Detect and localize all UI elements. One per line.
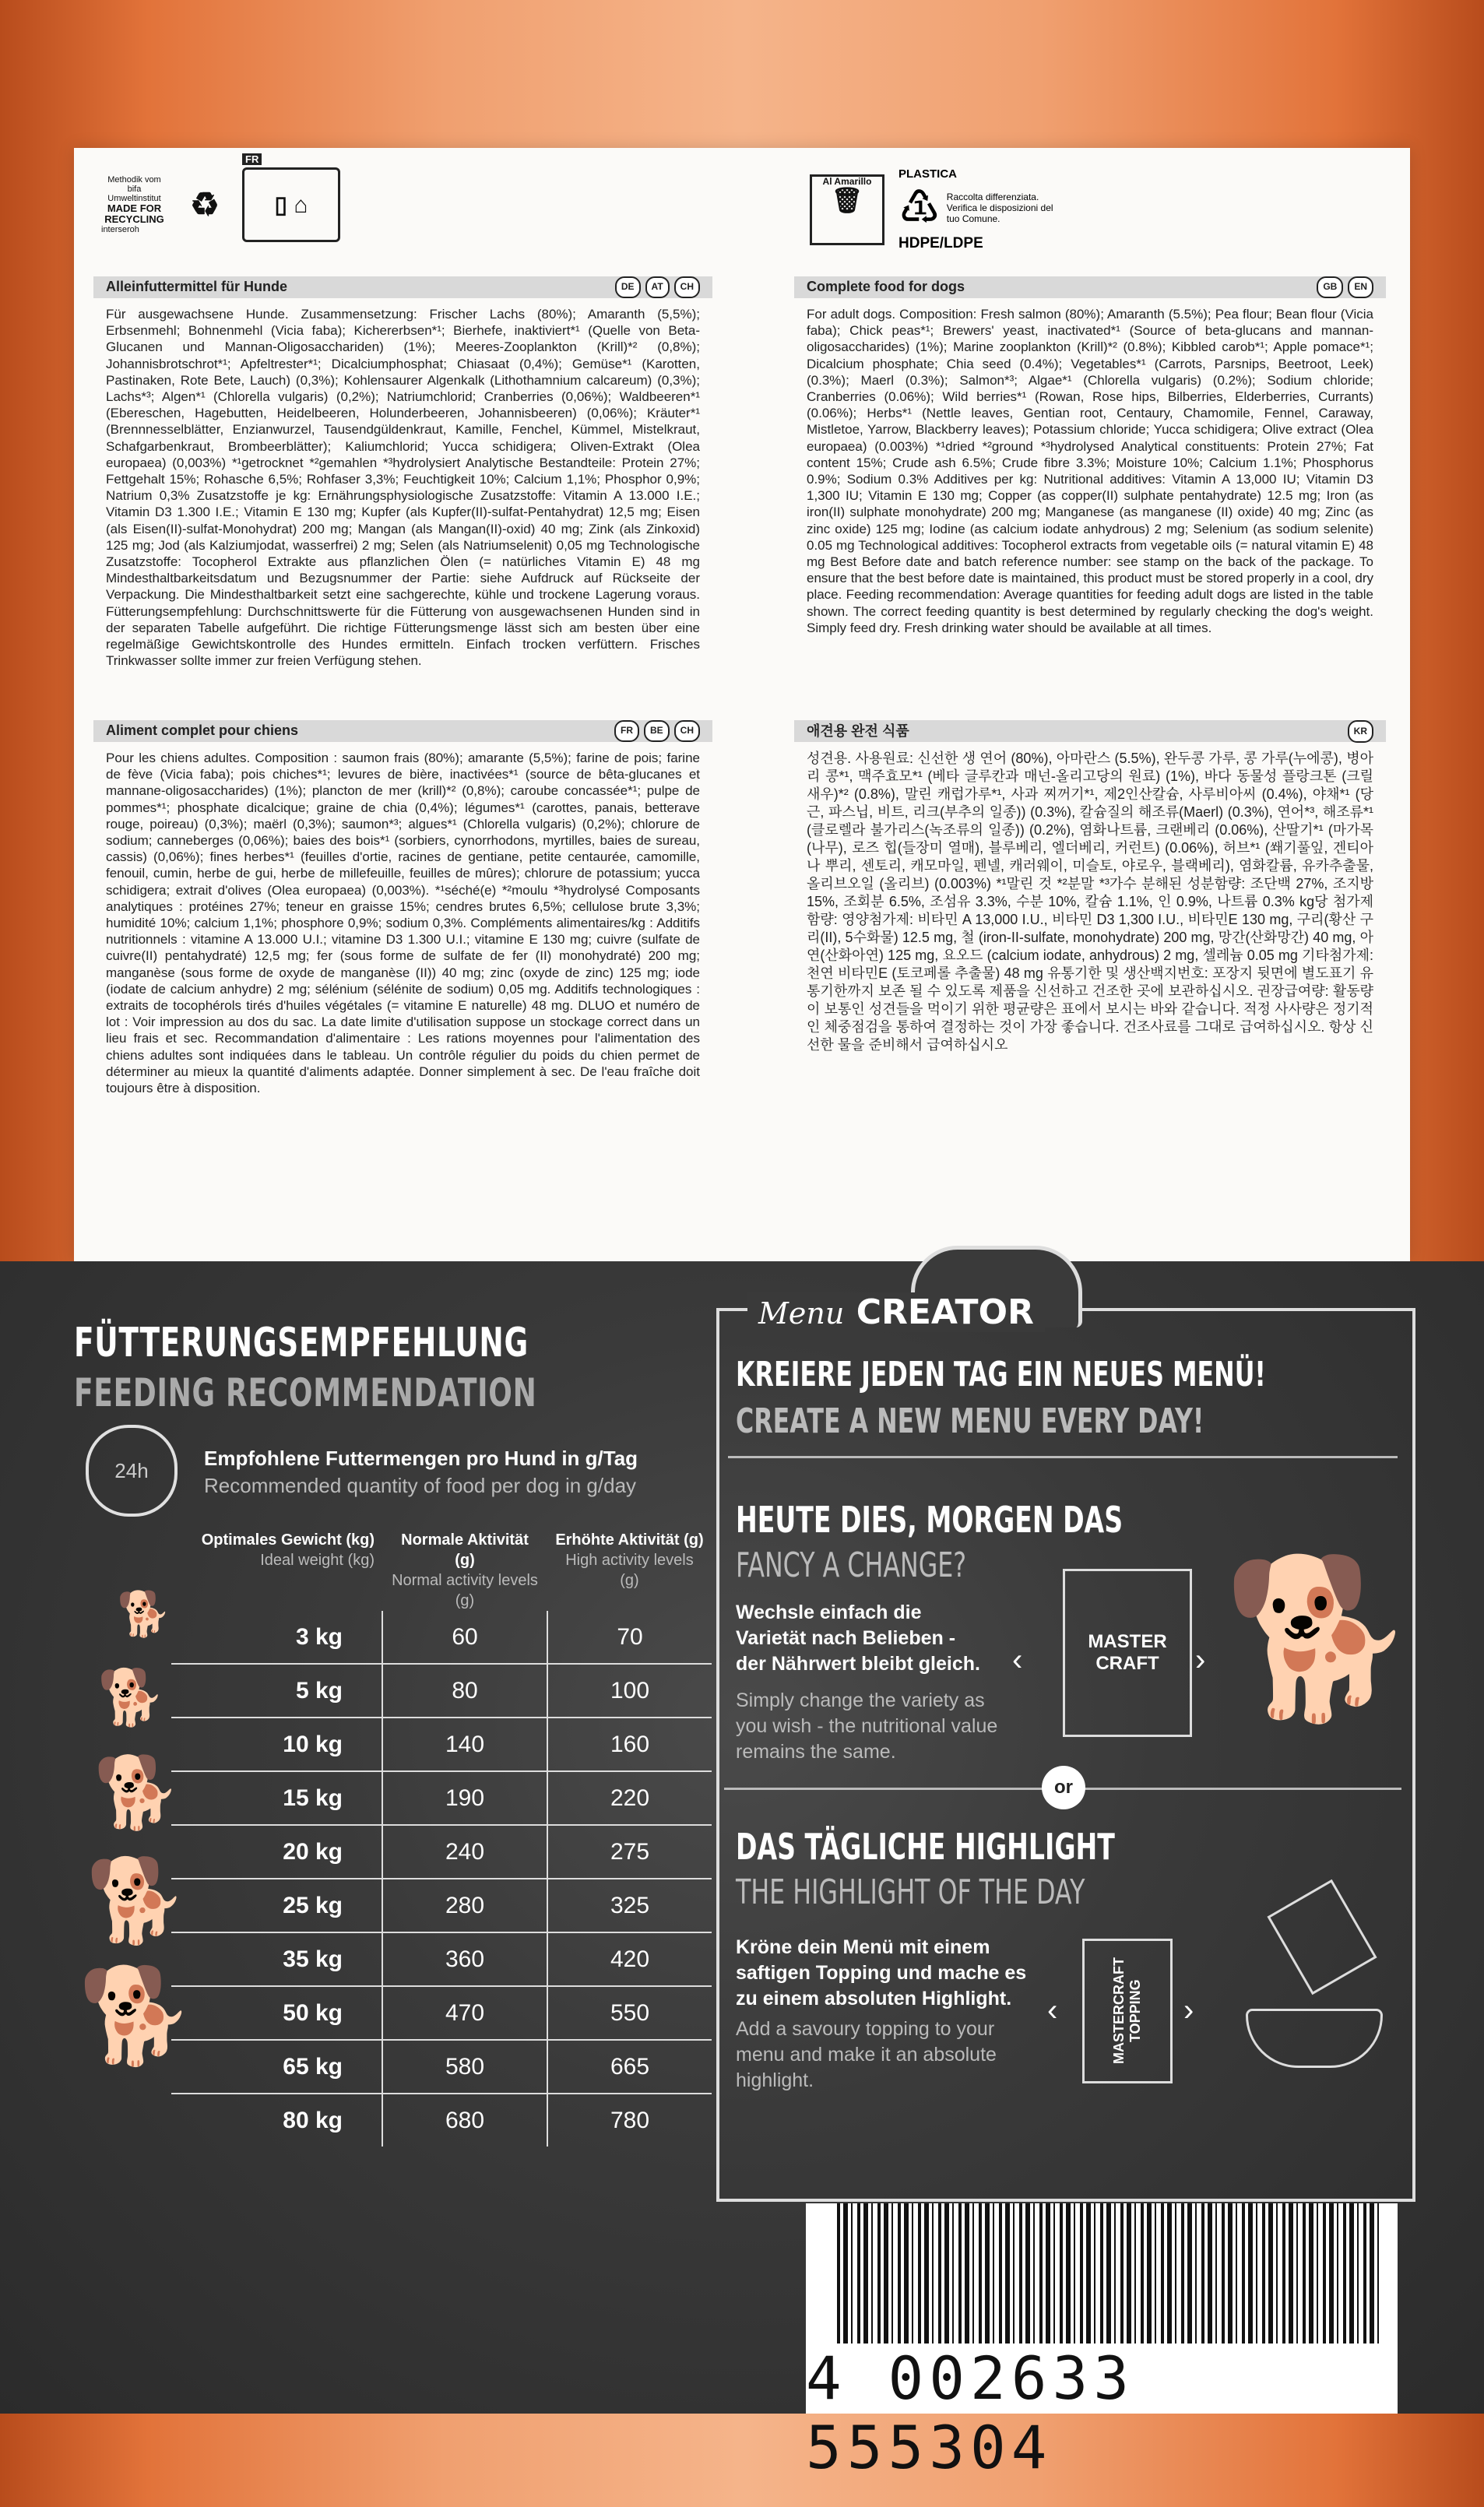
recycle-triangle-icon: ♳ [898,181,941,234]
table-row [171,1932,712,1986]
weight-cell: 25 kg [171,1879,382,1932]
weight-cell: 15 kg [171,1771,382,1825]
badges-fr [614,720,700,741]
menu-headline-de: KREIERE JEDEN TAG EIN NEUES MENÜ! [736,1355,1266,1394]
text-block-kr [794,720,1386,1054]
badges-kr [1348,720,1373,743]
arrow-right-icon: › [1183,1993,1194,2027]
high-cell: 665 [547,2040,712,2094]
al-amarillo-icon: Al Amarillo 🗑 [810,174,884,245]
text-block-de [93,276,712,669]
text-block-en [794,276,1386,636]
normal-cell: 280 [382,1879,547,1932]
normal-cell: 680 [382,2094,547,2147]
badge: DE [615,276,641,297]
weight-cell: 5 kg [171,1664,382,1718]
menu-headline-en: CREATE A NEW MENU EVERY DAY! [736,1401,1204,1441]
section2-body-de: Kröne dein Menü mit einem saftigen Topping und mache es zu einem absoluten Highlight. [736,1936,1027,2009]
badge: CH [674,276,700,297]
weight-cell: 20 kg [171,1825,382,1879]
normal-cell: 80 [382,1664,547,1718]
plastica-label: PLASTICA [898,167,957,181]
normal-cell: 190 [382,1771,547,1825]
weight-cell: 35 kg [171,1932,382,1986]
block-title-fr: Aliment complet pour chiens [106,723,299,739]
table-row [171,1771,712,1825]
feeding-title-en: FEEDING RECOMMENDATION [74,1370,537,1415]
high-cell: 220 [547,1771,712,1825]
block-title-kr: 애견용 완전 식품 [807,723,909,739]
mastercraft-bag-icon [1063,1569,1192,1737]
al-amarillo-label: Al Amarillo [822,176,872,187]
menu-creator-logo [747,1292,1045,1332]
section2-title-en: THE HIGHLIGHT OF THE DAY [736,1872,1085,1912]
block-head-de [93,276,712,298]
normal-cell: 60 [382,1611,547,1664]
table-row [171,2094,712,2147]
table-row [171,1986,712,2040]
table-row [171,1879,712,1932]
bowl-label: 24h [114,1458,149,1482]
fr-label: FR [242,153,262,165]
block-title-en: Complete food for dogs [807,279,965,295]
normal-cell: 580 [382,2040,547,2094]
badge: EN [1348,276,1373,297]
fr-triman-icon [242,153,340,242]
high-cell: 780 [547,2094,712,2147]
dog-icon: 🐕 [86,1855,188,1946]
feeding-table-header [171,1530,712,1611]
high-cell: 325 [547,1879,712,1932]
arrow-right-icon: › [1195,1643,1206,1677]
raccolta-label: Raccolta differenziata. Verifica le disposizioni del tuo Comune. [946,192,1053,224]
recommended-label-en: Recommended quantity of food per dog in g/day [204,1474,637,1497]
table-row [171,1718,712,1771]
block-head-fr [93,720,712,742]
bowl-24h-icon [86,1425,178,1517]
recommended-label-de: Empfohlene Futtermengen pro Hund in g/Tag [204,1447,638,1470]
dog-eating-icon: 🐕 [1222,1552,1417,1725]
logo-script: Menu [758,1296,845,1331]
dog-icon: 🐕 [97,1667,166,1728]
badge: AT [645,276,670,297]
feeding-title-de: FÜTTERUNGSEMPFEHLUNG [74,1320,529,1366]
weight-cell: 3 kg [295,1623,343,1650]
block-body-de: Für ausgewachsene Hunde. Zusammensetzung: Frischer Lachs (80%); Amaranth (5,5%); Erbsenmehl; Bohnenmehl (Vicia faba); Kichererbsen*¹; Bierhefe, inaktiviert*¹ (Quelle von Beta-Glucanen und Mannan-Oligosacchariden) (1%); Meeres-Zooplankton (Krill)*² (0,8%); Johannisbrotschrot*¹; Apfeltrester*¹; Dicalciumphosphat; Chiasaat (0,4%); Gemüse*¹ (Karotten, Pastinaken, Rote Bete, Lauch) (0,3%); Kohlensaurer Algenkalk (Lithothamnium calcareum) (0,3%); Lachs*³; Algen*¹ (Chlorella vulgaris) (0,2%); Natriumchlorid; Cranberries (0,06%); Waldbeeren*¹ (Ebereschen, Hagebutten, Heidelbeeren, Holunderbeeren, Johannisbeeren) (0,06%); Kräuter*¹ (Brennnesselblätter, Enzianwurzel, Tausendgüldenkraut, Kamille, Fenchel, Kümmel, Mistelkraut, Schafgarbenkraut, Brombeerblätter); Kaliumchlorid; Yucca schidigera; Oliven-Extrakt (Olea europaea) (0,003%) *¹getrocknet *²gemahlen *³hydrolysiert Analytische Bestandteile: Protein 27%; Fettgehalt 15%; Rohasche 6,5%; Rohfaser 3,3%; Feuchtigkeit 10%; Calcium 1,1%; Phosphor 0,9%; Natrium 0,3% Zusatzstoffe je kg: Ernährungsphysiologische Zusatzstoffe: Vitamin A 13.000 I.E.; Vitamin D3 1.300 I.E.; Vitamin E 130 mg; Kupfer (als Kupfer(II)-sulfat-Pentahydrat) 12,5 mg; Eisen (als Eisen(II)-sulfat-Monohydrat) 200 mg; Mangan (als Mangan(II)-oxid) 40 mg; Zink (als Zinkoxid) 125 mg; Jod (als Kalziumjodat, wasserfrei) 2 mg; Selen (als Natriumselenit) 0,05 mg Technologische Zusatzstoffe: Tocopherol Extrakte aus pflanzlichen Ölen (= natürliches Vitamin E) 48 mg Mindesthaltbarkeitsdatum und Bezugsnummer der Partie: siehe Aufdruck auf Rückseite der Verpackung. Die Mindesthaltbarkeit setzt eine sachgerechte, kühle und trockene Lagerung voraus. Fütterungsempfehlung: Durchschnittswerte für die Fütterung von ausgewachsenen Hunden sind in der separaten Tabelle aufgeführt. Die richtige Fütterungsmenge lässt sich am besten über eine regelmäßige Gewichtskontrolle des Hundes ermitteln. Einfach trocken verfüttern. Frisches Trinkwasser sollte immer zur freien Verfügung stehen. [106,307,700,669]
section2-body-en: Add a savoury topping to your menu and make it an absolute highlight. [736,2018,997,2091]
recycling-icons-right [810,167,1064,252]
weight-cell: 65 kg [171,2040,382,2094]
weight-cell: 10 kg [171,1718,382,1771]
section1-body-de: Wechsle einfach die Varietät nach Belieben - der Nährwert bleibt gleich. [736,1602,980,1675]
badge: KR [1348,720,1373,743]
arrow-left-icon: ‹ [1047,1993,1058,2027]
interseroh-label: interseroh [101,225,139,235]
block-title-de: Alleinfuttermittel für Hunde [106,279,287,295]
recycling-icons-left [101,153,340,242]
normal-cell: 360 [382,1932,547,1986]
weight-cell: 50 kg [171,1986,382,2040]
col-normal-header: Normale Aktivität (g) Normal activity levels (g) [392,1531,538,1609]
high-cell: 275 [547,1825,712,1879]
topping-label: MASTERCRAFT TOPPING [1111,1957,1143,2065]
high-cell: 100 [547,1664,712,1718]
high-cell: 160 [547,1718,712,1771]
normal-cell: 240 [382,1825,547,1879]
tidyman-icon: ♻ [190,185,220,223]
text-block-fr [93,720,712,1096]
badge: FR [614,720,639,741]
badge: GB [1317,276,1343,297]
badges-en [1317,276,1373,297]
section1-title-en: FANCY A CHANGE? [736,1545,967,1585]
or-badge: or [1042,1766,1085,1809]
high-cell: 70 [547,1611,712,1664]
badges-de [615,276,700,297]
dog-icon: 🐕 [78,1964,195,2068]
methodik-label: Methodik vom bifa Umweltinstitut [107,174,161,203]
normal-cell: 140 [382,1718,547,1771]
arrow-left-icon: ‹ [1012,1643,1023,1677]
section2-title-de: DAS TÄGLICHE HIGHLIGHT [736,1826,1115,1868]
normal-cell: 470 [382,1986,547,2040]
made-for-recycling-label: MADE FOR RECYCLING [104,202,164,226]
block-body-en: For adult dogs. Composition: Fresh salmon (80%); Amaranth (5.5%); Pea flour; Bean flour (Vicia faba); Chick peas*¹; Brewers' yeast, inactivated*¹ (Source of beta-glucans and mannan-oligosaccharides) (1%); Marine zooplankton (Krill)*² (0.8%); Kibbled carob*¹; Apple pomace*¹; Dicalcium phosphate; Chia seed (0.4%); Vegetables*¹ (Carrots, Parsnips, Beetroot, Leek) (0.3%); Maerl (0.3%); Salmon*³; Algae*¹ (Chlorella vulgaris) (0.2%); Sodium chloride; Cranberries (0.06%); Wild berries*¹ (Rowan, Rose hips, Bilberries, Elderberries, Currants) (0.06%); Herbs*¹ (Nettle leaves, Gentian root, Centaury, Chamomile, Fennel, Caraway, Mistletoe, Yarrow, Blackberry leaves); Potassium chloride; Yucca schidigera; Olive extract (Olea europaea) (0.003%) *¹dried *²ground *³hydrolysed Analytical constituents: Protein 27%; Fat content 15%; Crude ash 6.5%; Crude fibre 3.3%; Moisture 10%; Calcium 1.1%; Phosphorus 0.9%; Sodium 0.3% Additives per kg: Nutritional additives: Vitamin A 13,000 IU; Vitamin D3 1,300 IU; Vitamin E 130 mg; Copper (as copper(II) sulphate pentahydrate) 12.5 mg; Iron (as iron(II) sulphate monohydrate) 200 mg; Manganese (as manganese (II) oxide) 40 mg; Zinc (as zinc oxide) 125 mg; Iodine (as calcium iodate anhydrous) 2 mg; Selenium (as sodium selenite) 0.05 mg Technological additives: Tocopherol extracts from vegetable oils (= natural vitamin E) 48 mg Best Before date and batch reference number: see stamp on the back of the package. To ensure that the best before date is maintained, this product must be stored properly in a cool, dry place. Feeding recommendation: Average quantities for feeding adult dogs are listed in the table shown. The correct feeding quantity is best determined by regularly checking the dog's weight. Simply feed dry. Fresh drinking water should be available at all times. [807,307,1373,635]
block-head-kr [794,720,1386,742]
logo-caps: CREATOR [856,1292,1034,1332]
high-cell: 550 [547,1986,712,2040]
plastica-icon [898,167,1064,252]
badge: BE [644,720,670,741]
bag-label: MASTER CRAFT [1088,1631,1167,1674]
badge: CH [674,720,700,741]
section1-title-de: HEUTE DIES, MORGEN DAS [736,1499,1124,1541]
hdpe-label: HDPE/LDPE [898,235,983,251]
high-cell: 420 [547,1932,712,1986]
made-for-recycling-icon [101,174,167,236]
section1-body-en: Simply change the variety as you wish - the nutritional value remains the same. [736,1690,998,1763]
dog-icon: 🐕 [117,1589,171,1638]
block-head-en [794,276,1386,298]
topping-bowl-icon [1238,1892,1378,2079]
barcode-digits: 4 002633 555304 [806,2344,1135,2482]
block-body-kr: 성견용. 사용원료: 신선한 생 연어 (80%), 아마란스 (5.5%), 완두콩 가루, 콩 가루(누에콩), 병아리 콩*¹, 맥주효모*¹ (베타 글루칸과 매넌-올리고당의 원료) (1%), 바다 동물성 플랑크톤 (크릴 새우)*² (0.8%), 말린 캐럽가루*¹, 사과 찌꺼기*¹, 제2인산칼슘, 사루비아씨 (0.4%), 야채*¹ (당근, 파스닙, 비트, 리크(부추의 일종)) (0.3%), 칼슘질의 해조류(Maerl) (0.3%), 연어*³, 해조류*¹ (클로렐라 불가리스(녹조류의 일종)) (0.2%), 염화나트륨, 크랜베리 (0.06%), 산딸기*¹ (마가목 (나무), 로즈 힙(들장미 열매), 블루베리, 엘더베리, 커런트) (0.06%), 허브*¹ (쐐기풀잎, 겐티아나 뿌리, 센토리, 캐모마일, 펜넬, 캐러웨이, 미슬토, 야로우, 블랙베리), 염화칼륨, 유카추출물, 올리브오일 (올리브) (0.003%) *¹말린 것 *²분말 *³가수 분해된 성분함량: 조단백 27%, 조지방 15%, 조회분 6.5%, 조섬유 3.3%, 수분 10%, 칼슘 1.1%, 인 0.9%, 나트륨 0.3% kg당 첨가제 함량: 영양첨가제: 비타민 A 13,000 I.U., 비타민 D3 1,300 I.U., 비타민E 130 mg, 구리(황산 구리(II), 5수화물) 12.5 mg, 철 (iron-II-sulfate, monohydrate) 200 mg, 망간(산화망간) 40 mg, 아연(산화아연) 125 mg, 요오드 (calcium iodate, anhydrous) 2 mg, 셀레늄 0.05 mg 기타첨가제: 천연 비타민E (토코페롤 추출물) 48 mg 유통기한 및 생산백지번호: 포장지 뒷면에 별도표기 유통기한까지 보존 될 수 있도록 제품을 신선하고 건조한 곳에 보관하십시오. 권장급여량: 활동량이 보통인 성견들을 먹이기 위한 평균량은 표에서 보시는 바와 같습니다. 적정 사사량은 정기적인 체중점검을 통하여 결정하는 것이 가장 좋습니다. 건조사료를 그대로 급여하십시오. 항상 신선한 물을 준비해서 급여하십시오 [807,751,1373,1053]
weight-cell: 80 kg [171,2094,382,2147]
info-panel [74,148,1410,1261]
barcode [806,2203,1398,2482]
table-row [171,1664,712,1718]
barcode-bars [837,2203,1382,2344]
topping-pouch-icon [1082,1939,1173,2083]
col-weight-header: Optimales Gewicht (kg) Ideal weight (kg) [201,1531,375,1569]
divider [728,1456,1398,1458]
dog-icon: 🐕 [93,1754,181,1832]
block-body-fr: Pour les chiens adultes. Composition : saumon frais (80%); amarante (5,5%); farine de pois; farine de fève (Vicia faba); pois chiches*¹; levures de bière, inactivées*¹ (source de bêta-glucanes et mannane-oligosaccharides) (1%); plancton de mer (krill)*² (0,8%); caroube concassée*¹; pulpe de pommes*¹; phosphate dicalcique; graine de chia (0,4%); légumes*¹ (carottes, panais, betterave rouge, poireau) (0,3%); maërl (0,3%); saumon*³; algues*¹ (Chlorella vulgaris) (0,2%); chlorure de sodium; canneberges (0,06%); baies des bois*¹ (sorbiers, cynorrhodons, myrtilles, baies de sureau, cassis) (0,06%); fines herbes*¹ (feuilles d'ortie, racines de gentiane, petite centaurée, camomille, fenouil, cumin, herbe de gui, herbe de millefeuille, feuilles de mûres); chlorure de potassium; yucca schidigera; extrait d'olives (Olea europaea) (0,003%). *¹séché(e) *²moulu *³hydrolysé Composants analytiques : protéines 27%; teneur en graisse 15%; cendres brutes 6,5%; cellulose brute 3,3%; humidité 10%; calcium 1,1%; phosphore 0,9%; sodium 0,3%. Compléments alimentaires/kg : Additifs nutritionnels : vitamine A 13.000 U.I.; vitamine D3 1.300 U.I.; vitamine E 130 mg; cuivre (sulfate de cuivre(II) pentahydraté) 12,5 mg; fer (sous forme de sulfate de fer (II) monohydraté) 200 mg; manganèse (sous forme de oxyde de manganèse (II)) 40 mg; zinc (oxyde de zinc) 125 mg; iode (iodate de calcium anhydre) 2 mg; sélénium (sélénite de sodium) 0,05 mg. Additifs technologiques : extraits de tocophérols tirés d'huiles végétales (= vitamine E naturelle) 48 mg. DLUO et numéro de lot : Voir impression au dos du sac. La date limite d'utilisation suppose un stockage correct dans un lieu frais et sec. Recommandation d'alimentaire : Les rations moyennes pour l'alimentation des chiens adultes sont indiquées dans le tableau. Un contrôle régulier du poids du chien permet de déterminer au mieux la quantité d'aliments adaptée. Donner simplement à sec. De l'eau fraîche doit toujours être à disposition. [106,751,700,1096]
table-row [171,1611,712,1664]
col-high-header: Erhöhte Aktivität (g) High activity levels (g) [555,1531,704,1589]
table-row [171,1825,712,1879]
feeding-table [171,1530,712,2147]
table-row [171,2040,712,2094]
bag-bin-icon: ▯ ⌂ [242,167,340,242]
